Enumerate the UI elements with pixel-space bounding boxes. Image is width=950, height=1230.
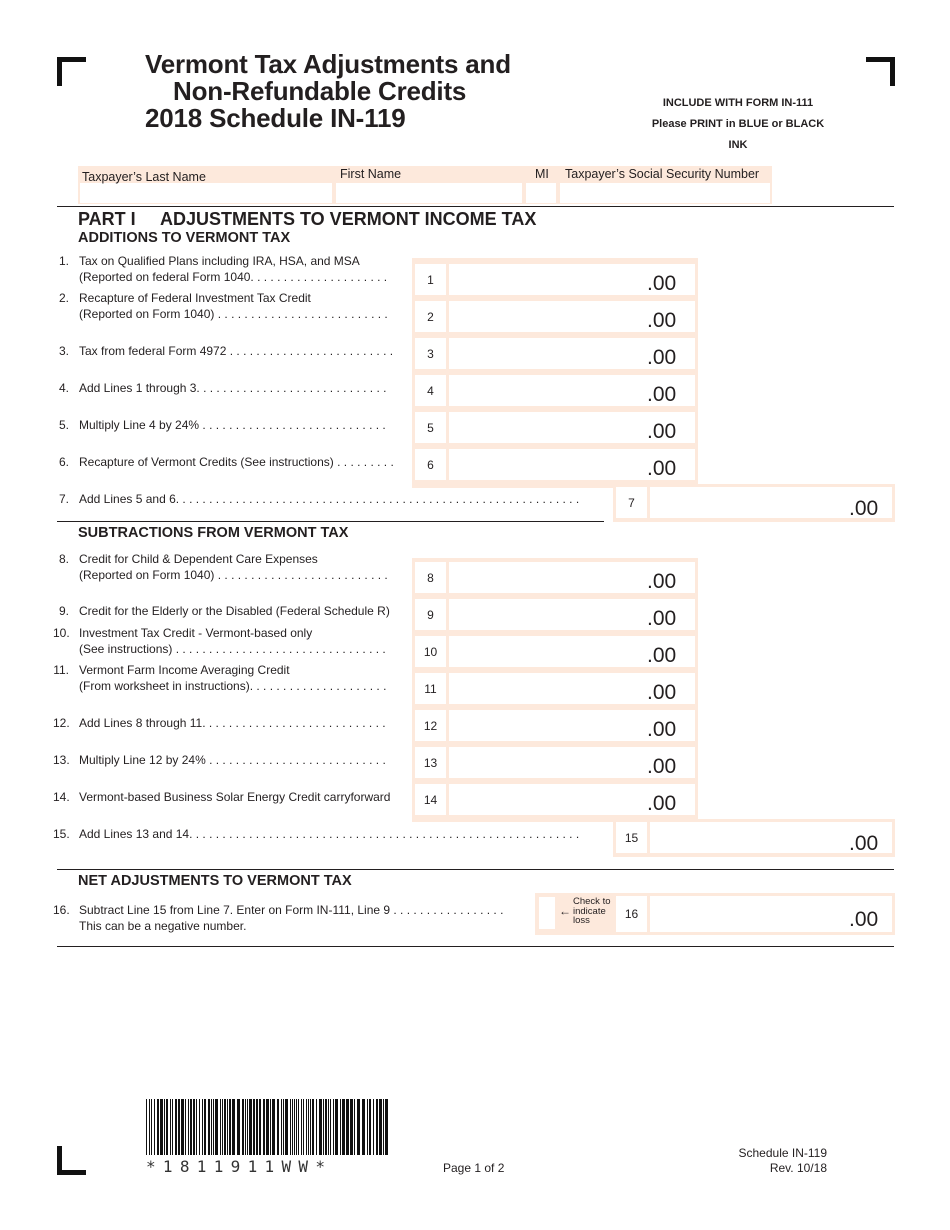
cents: .00 — [647, 272, 677, 295]
registration-mark-bottom-left — [57, 1146, 86, 1175]
additions-heading: ADDITIONS TO VERMONT TAX — [78, 230, 291, 246]
divider — [57, 869, 894, 870]
line-number: 14. — [53, 790, 70, 804]
line-number: 6. — [58, 455, 69, 469]
loss-checkbox[interactable] — [539, 897, 555, 929]
cents: .00 — [647, 420, 677, 443]
registration-mark-top-right — [866, 57, 895, 86]
divider — [57, 521, 604, 522]
title-line-2: Non-Refundable Credits — [173, 76, 467, 106]
line-box-number: 16 — [616, 896, 647, 932]
cents: .00 — [849, 908, 879, 931]
line-2-amount[interactable] — [415, 301, 695, 332]
cents: .00 — [647, 681, 677, 704]
line-text: Add Lines 1 through 3. . . . . . . . . . . . . . . . . . . . . . . . . . . . . — [79, 381, 387, 395]
line-10-amount[interactable] — [415, 636, 695, 667]
ssn-field[interactable] — [560, 183, 770, 203]
line-text: Tax from federal Form 4972 . . . . . . . . . . . . . . . . . . . . . . . . . — [79, 344, 394, 358]
line-box-number: 4 — [415, 375, 446, 406]
line-box-number: 14 — [415, 784, 446, 815]
include-note: INCLUDE WITH FORM IN-111 — [662, 97, 814, 109]
line-text: Credit for Child & Dependent Care Expenses (Reported on Form 1040) . . . . . . . . . . . . . . . . . . . . . . . . . . — [79, 552, 388, 582]
line-text: Investment Tax Credit - Vermont-based only (See instructions) . . . . . . . . . . . . . . . . . . . . . . . . . . . . . . . . — [79, 626, 386, 656]
line-number: 11. — [53, 663, 69, 677]
ink-note: Please PRINT in BLUE or BLACK INK — [651, 118, 825, 151]
cents: .00 — [647, 607, 677, 630]
line-4-amount[interactable] — [415, 375, 695, 406]
line-number: 1. — [58, 254, 69, 268]
line-number: 3. — [58, 344, 69, 358]
line-text: Tax on Qualified Plans including IRA, HSA, and MSA (Reported on federal Form 1040. . . . . . . . . . . . . . . . . . . . . — [79, 254, 388, 284]
last-name-label: Taxpayer’s Last Name — [82, 170, 206, 184]
line-box-number: 10 — [415, 636, 446, 667]
line-text: Credit for the Elderly or the Disabled (Federal Schedule R) — [79, 604, 390, 618]
line-11-amount[interactable] — [415, 673, 695, 704]
line-7-amount[interactable] — [613, 484, 895, 522]
line-text: Multiply Line 12 by 24% . . . . . . . . . . . . . . . . . . . . . . . . . . . — [79, 753, 386, 767]
line-5-amount[interactable] — [415, 412, 695, 443]
cents: .00 — [647, 644, 677, 667]
ssn-label: Taxpayer’s Social Security Number — [565, 167, 760, 181]
line-9-amount[interactable] — [415, 599, 695, 630]
last-name-field[interactable] — [80, 183, 332, 203]
mi-field[interactable] — [526, 183, 556, 203]
page-number: Page 1 of 2 — [443, 1161, 505, 1175]
line-text: Add Lines 13 and 14. . . . . . . . . . . . . . . . . . . . . . . . . . . . . . . . . . . . . . . . . . . . . . . . . . . . . . . . . . . — [79, 827, 580, 841]
title-line-3: 2018 Schedule IN-119 — [145, 103, 406, 133]
line-number: 4. — [58, 381, 69, 395]
line-number: 7. — [58, 492, 69, 506]
line-14-amount[interactable] — [415, 784, 695, 815]
cents: .00 — [849, 832, 879, 855]
line-13-amount[interactable] — [415, 747, 695, 778]
line-text: Subtract Line 15 from Line 7. Enter on Form IN-111, Line 9 . . . . . . . . . . . . . . . . . This can be a negative number. — [79, 903, 504, 933]
divider — [57, 206, 894, 207]
line-box-number: 13 — [415, 747, 446, 778]
revision: Rev. 10/18 — [769, 1161, 827, 1175]
line-box-number: 15 — [616, 822, 647, 853]
form-title — [145, 51, 511, 132]
line-number: 8. — [58, 552, 69, 566]
mi-label: MI — [535, 167, 549, 181]
line-text: Recapture of Vermont Credits (See instructions) . . . . . . . . . — [79, 455, 394, 469]
cents: .00 — [647, 570, 677, 593]
line-number: 10. — [53, 626, 70, 640]
line-text: Add Lines 5 and 6. . . . . . . . . . . . . . . . . . . . . . . . . . . . . . . . . . . . . . . . . . . . . . . . . . . . . . . . . . . . . — [79, 492, 580, 506]
line-1-amount[interactable] — [415, 264, 695, 295]
line-number: 15. — [53, 827, 70, 841]
line-box-number: 5 — [415, 412, 446, 443]
loss-checkbox-area — [535, 893, 615, 935]
schedule-id: Schedule IN-119 — [738, 1146, 827, 1160]
line-text: Recapture of Federal Investment Tax Credit (Reported on Form 1040) . . . . . . . . . . . . . . . . . . . . . . . . . . — [79, 291, 388, 321]
line-box-number: 9 — [415, 599, 446, 630]
line-box-number: 8 — [415, 562, 446, 593]
line-text: Vermont Farm Income Averaging Credit (From worksheet in instructions). . . . . . . . . . . . . . . . . . . . . — [79, 663, 387, 693]
line-box-number: 2 — [415, 301, 446, 332]
divider — [57, 946, 894, 947]
line-box-number: 3 — [415, 338, 446, 369]
line-number: 13. — [53, 753, 70, 767]
barcode — [146, 1099, 389, 1155]
cents: .00 — [647, 457, 677, 480]
loss-check-label: Check to indicate loss — [573, 896, 611, 926]
line-number: 9. — [58, 604, 69, 618]
line-number: 2. — [58, 291, 69, 305]
cents: .00 — [647, 346, 677, 369]
line-number: 16. — [53, 903, 70, 917]
instructions-note — [648, 93, 828, 156]
part-heading: PART I ADJUSTMENTS TO VERMONT INCOME TAX — [78, 209, 537, 229]
line-8-amount[interactable] — [415, 562, 695, 593]
cents: .00 — [647, 718, 677, 741]
cents: .00 — [849, 497, 879, 520]
registration-mark-top-left — [57, 57, 86, 86]
first-name-field[interactable] — [336, 183, 522, 203]
line-3-amount[interactable] — [415, 338, 695, 369]
line-box-number: 6 — [415, 449, 446, 480]
arrow-left-icon: ← — [559, 904, 571, 918]
line-text: Multiply Line 4 by 24% . . . . . . . . . . . . . . . . . . . . . . . . . . . . — [79, 418, 386, 432]
line-number: 12. — [53, 716, 70, 730]
barcode-text: *1811911WW* — [146, 1157, 333, 1176]
cents: .00 — [647, 383, 677, 406]
line-number: 5. — [58, 418, 69, 432]
cents: .00 — [647, 755, 677, 778]
line-box-number: 12 — [415, 710, 446, 741]
line-16-amount[interactable] — [613, 893, 895, 935]
title-line-1: Vermont Tax Adjustments and — [145, 49, 511, 79]
line-box-number: 11 — [415, 673, 446, 704]
line-box-number: 7 — [616, 487, 647, 518]
net-adjustments-heading: NET ADJUSTMENTS TO VERMONT TAX — [78, 873, 352, 889]
cents: .00 — [647, 792, 677, 815]
line-12-amount[interactable] — [415, 710, 695, 741]
line-15-amount[interactable] — [613, 819, 895, 857]
line-box-number: 1 — [415, 264, 446, 295]
cents: .00 — [647, 309, 677, 332]
first-name-label: First Name — [340, 167, 402, 181]
subtractions-heading: SUBTRACTIONS FROM VERMONT TAX — [78, 525, 349, 541]
line-text: Vermont-based Business Solar Energy Credit carryforward — [79, 790, 391, 804]
line-6-amount[interactable] — [415, 449, 695, 480]
line-text: Add Lines 8 through 11. . . . . . . . . . . . . . . . . . . . . . . . . . . . — [79, 716, 386, 730]
